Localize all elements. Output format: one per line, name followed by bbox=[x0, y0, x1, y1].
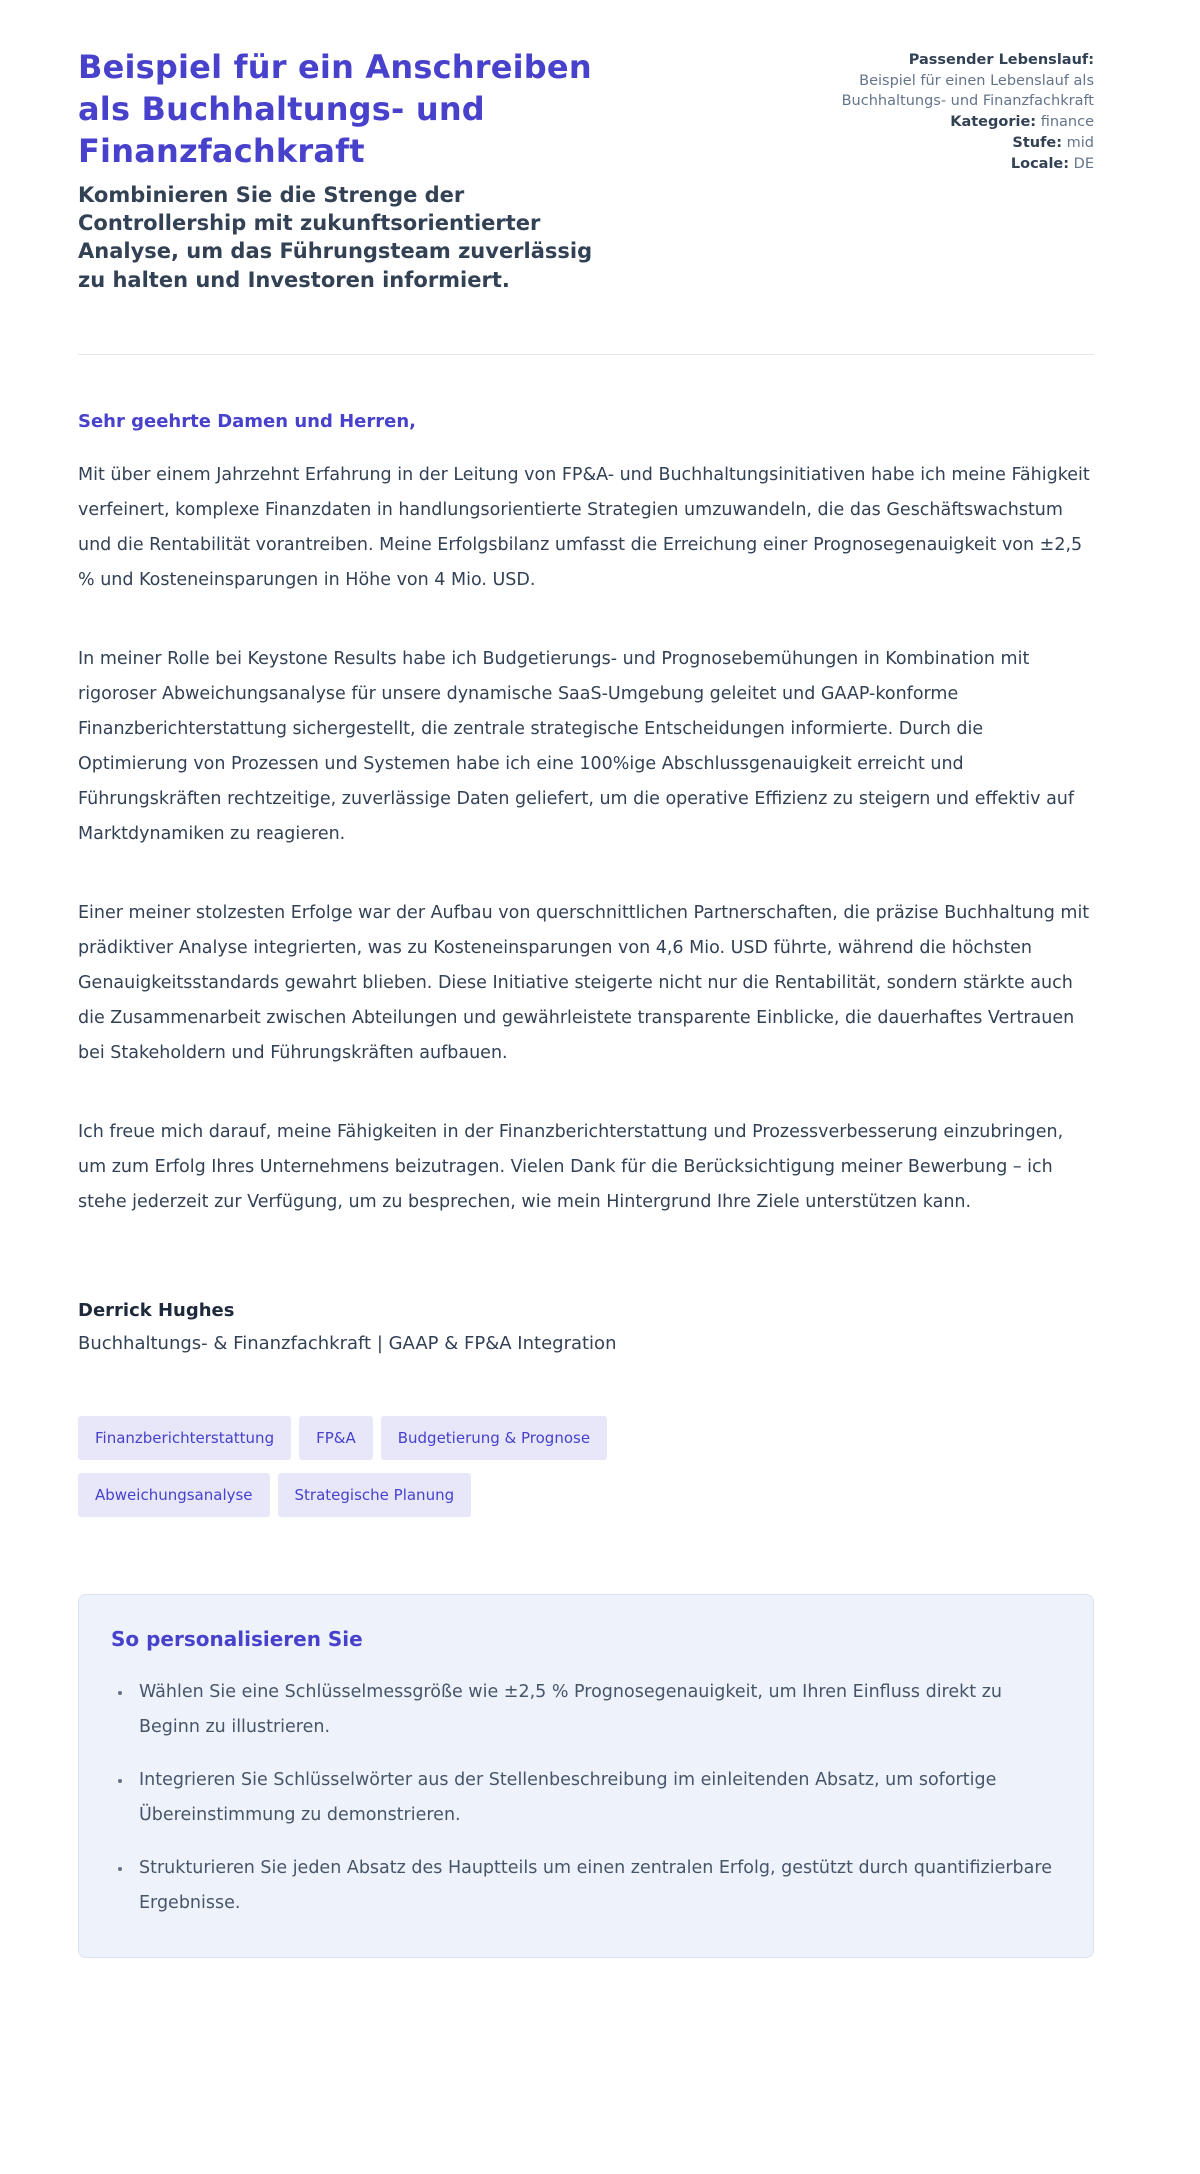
letter-paragraph: Mit über einem Jahrzehnt Erfahrung in der Leitung von FP&A- und Buchhaltungsinitiativen habe ich meine Fähigkeit verfeinert, komplexe Finanzdaten in handlungsorientierte Strategien umzuwandeln, die das Geschäftswachstum und die Rentabilität vorantreiben. Meine Erfolgsbilanz umfasst die Erreichung einer Prognosegenauigkeit von ±2,5 % und Kosteneinsparungen in Höhe von 4 Mio. USD. bbox=[78, 465, 1090, 591]
personalization-tips-box bbox=[78, 1594, 1094, 1958]
level-value: mid bbox=[1066, 135, 1094, 151]
matching-resume-label bbox=[834, 50, 1094, 70]
cover-letter-page bbox=[78, 0, 1094, 2028]
tips-list bbox=[109, 1675, 1063, 1921]
locale-label: Locale: bbox=[1010, 156, 1070, 172]
tips-heading: So personalisieren Sie bbox=[111, 1627, 363, 1652]
category-row bbox=[834, 112, 1094, 132]
category-value: finance bbox=[1040, 114, 1094, 130]
tag-strategische-planung: Strategische Planung bbox=[278, 1473, 472, 1517]
matching-resume-row bbox=[834, 71, 1094, 111]
matching-resume-link[interactable]: Beispiel für einen Lebenslauf als Buchhaltungs- und Finanzfachkraft bbox=[841, 73, 1094, 109]
signature-name: Derrick Hughes bbox=[78, 1300, 235, 1322]
letter-paragraph: Einer meiner stolzesten Erfolge war der Aufbau von querschnittlichen Partnerschaften, die präzise Buchhaltung mit prädiktiver Analyse integrierten, was zu Kosteneinsparungen von 4,6 Mio. USD führte, während die höchsten Genauigkeitsstandards gewahrt blieben. Diese Initiative steigerte nicht nur die Rentabilität, sondern stärkte auch die Zusammenarbeit zwischen Abteilungen und gewährleistete transparente Einblicke, die dauerhaftes Vertrauen bei Stakeholdern und Führungskräften aufbauen. bbox=[78, 903, 1090, 1064]
meta-panel bbox=[834, 46, 1094, 175]
locale-value: DE bbox=[1073, 156, 1094, 172]
tag-abweichungsanalyse: Abweichungsanalyse bbox=[78, 1473, 270, 1517]
category-label: Kategorie: bbox=[950, 114, 1037, 130]
salutation: Sehr geehrte Damen und Herren, bbox=[78, 411, 417, 433]
tag-budgetierung-prognose: Budgetierung & Prognose bbox=[381, 1416, 607, 1460]
page-title: Beispiel für ein Anschreiben als Buchhaltungs- und Finanzfachkraft bbox=[78, 48, 592, 171]
locale-row bbox=[834, 154, 1094, 174]
letter-paragraph: Ich freue mich darauf, meine Fähigkeiten in der Finanzberichterstattung und Prozessverbesserung einzubringen, um zum Erfolg Ihres Unternehmens beizutragen. Vielen Dank für die Berücksichtigung meiner Bewerbung – ich stehe jederzeit zur Verfügung, um zu besprechen, wie mein Hintergrund Ihre Ziele unterstützen kann. bbox=[78, 1122, 1064, 1213]
header-title-block bbox=[78, 46, 623, 294]
signature-block bbox=[78, 1300, 1094, 1354]
letter-paragraph: In meiner Rolle bei Keystone Results habe ich Budgetierungs- und Prognosebemühungen in Kombination mit rigoroser Abweichungsanalyse für unsere dynamische SaaS-Umgebung geleitet und GAAP-konforme Finanzberichterstattung sichergestellt, die zentrale strategische Entscheidungen informierte. Durch die Optimierung von Prozessen und Systemen habe ich eine 100%ige Abschlussgenauigkeit erreicht und Führungskräften rechtzeitige, zuverlässige Daten geliefert, um die operative Effizienz zu steigern und effektiv auf Marktdynamiken zu reagieren. bbox=[78, 649, 1075, 845]
tag-fpa: FP&A bbox=[299, 1416, 373, 1460]
tip-item: • Wählen Sie eine Schlüsselmessgröße wie ±2,5 % Prognosegenauigkeit, um Ihren Einfluss direkt zu Beginn zu illustrieren. bbox=[133, 1675, 1063, 1745]
page-subtitle: Kombinieren Sie die Strenge der Controllership mit zukunftsorientierter Analyse, um das Führungsteam zuverlässig zu halten und Investoren informiert. bbox=[78, 182, 593, 292]
level-label: Stufe: bbox=[1012, 135, 1063, 151]
skill-tags bbox=[78, 1416, 778, 1517]
level-row bbox=[834, 133, 1094, 153]
letter-body bbox=[78, 411, 1094, 1354]
page-header bbox=[78, 46, 1094, 294]
matching-resume-label-text: Passender Lebenslauf: bbox=[908, 52, 1094, 68]
signature-role: Buchhaltungs- & Finanzfachkraft | GAAP & FP&A Integration bbox=[78, 1333, 617, 1355]
tag-finanzberichterstattung: Finanzberichterstattung bbox=[78, 1416, 291, 1460]
header-divider bbox=[78, 354, 1094, 355]
tip-item: • Integrieren Sie Schlüsselwörter aus der Stellenbeschreibung im einleitenden Absatz, um sofortige Übereinstimmung zu demonstrieren. bbox=[133, 1763, 1063, 1833]
tip-item: • Strukturieren Sie jeden Absatz des Hauptteils um einen zentralen Erfolg, gestützt durch quantifizierbare Ergebnisse. bbox=[133, 1851, 1063, 1921]
